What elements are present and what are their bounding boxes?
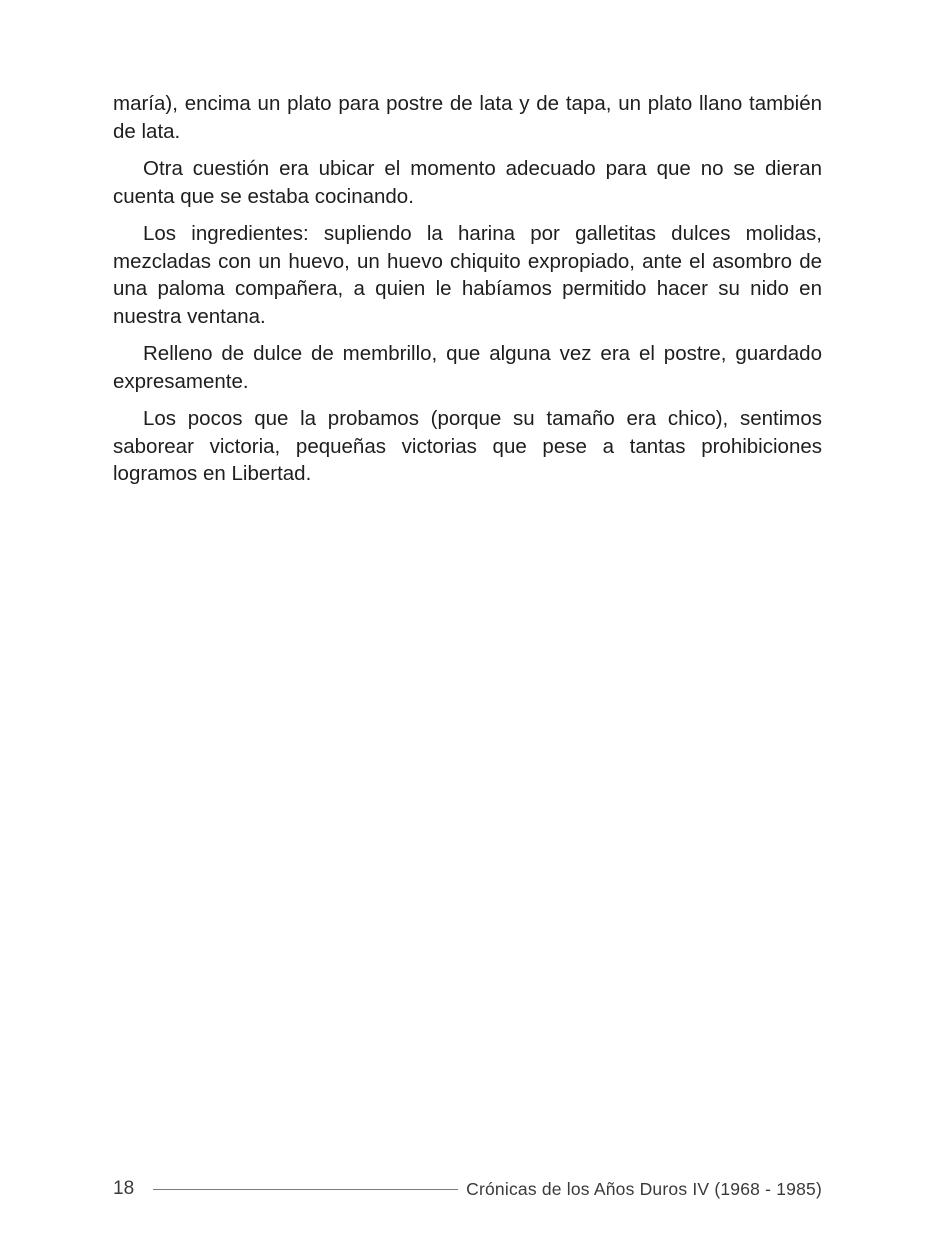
book-title: Crónicas de los Años Duros IV (1968 - 1985) (466, 1178, 822, 1199)
paragraph-2: Otra cuestión era ubicar el momento adecuado para que no se dieran cuenta que se estaba cocinando. (113, 157, 822, 208)
paragraph-4: Relleno de dulce de membrillo, que alguna vez era el postre, guardado expresamente. (113, 342, 822, 393)
paragraph-1: maría), encima un plato para postre de lata y de tapa, un plato llano también de lata. (113, 92, 822, 143)
page-footer (113, 1174, 822, 1204)
page-body (113, 90, 822, 498)
footer-rule (153, 1189, 458, 1190)
page-number: 18 (113, 1178, 135, 1199)
paragraph-5: Los pocos que la probamos (porque su tamaño era chico), sentimos saborear victoria, pequeñas victorias que pese a tantas prohibiciones logramos en Libertad. (113, 407, 822, 485)
paragraph-3: Los ingredientes: supliendo la harina por galletitas dulces molidas, mezcladas con un huevo, un huevo chiquito expropiado, ante el asombro de una paloma compañera, a quien le habíamos permitido hacer su nido en nuestra ventana. (113, 222, 822, 328)
